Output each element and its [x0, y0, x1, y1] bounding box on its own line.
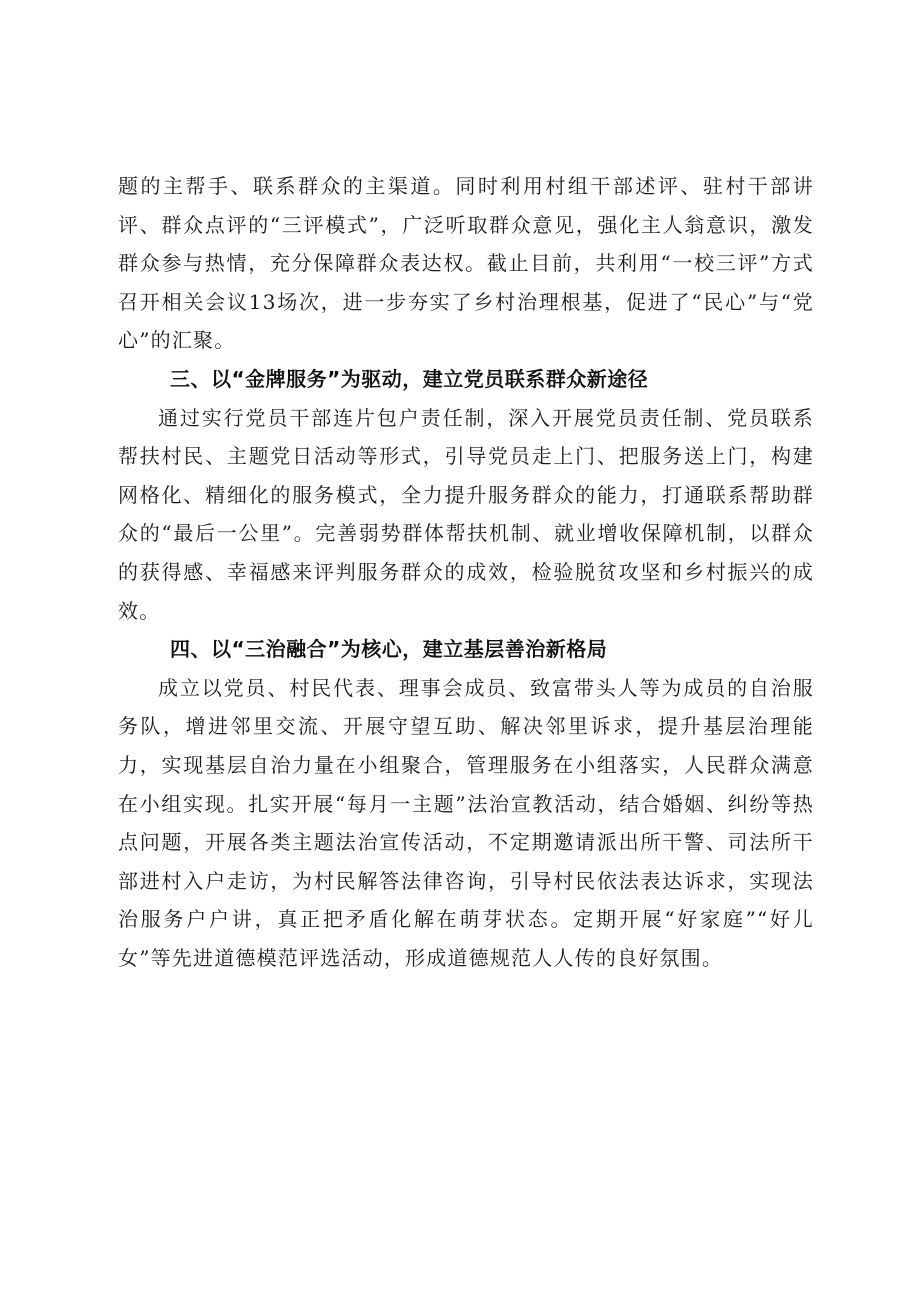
section-heading-3: 三、以“金牌服务”为驱动，建立党员联系群众新途径: [170, 366, 649, 391]
document-body: [118, 167, 814, 977]
paragraph-section-4: 成立以党员、村民代表、理事会成员、致富带头人等为成员的自治服务队，增进邻里交流、开展守望互助、解决邻里诉求，提升基层治理能力，实现基层自治力量在小组聚合，管理服务在小组落实，人民群众满意在小组实现。扎实开展“每月一主题”法治宣教活动，结合婚姻、纠纷等热点问题，开展各类主题法治宣传活动，不定期邀请派出所干警、司法所干部进村入户走访，为村民解答法律咨询，引导村民依法表达诉求，实现法治服务户户讲，真正把矛盾化解在萌芽状态。定期开展“好家庭”“好儿女”等先进道德模范评选活动，形成道德规范人人传的良好氛围。: [118, 675, 814, 970]
paragraph-section-3: 通过实行党员干部连片包户责任制，深入开展党员责任制、党员联系帮扶村民、主题党日活动等形式，引导党员走上门、把服务送上门，构建网格化、精细化的服务模式，全力提升服务群众的能力，打通联系帮助群众的“最后一公里”。完善弱势群体帮扶机制、就业增收保障机制，以群众的获得感、幸福感来评判服务群众的成效，检验脱贫攻坚和乡村振兴的成效。: [118, 405, 814, 623]
section-heading-4: 四、以“三治融合”为核心，建立基层善治新格局: [170, 637, 608, 662]
paragraph-continued: 题的主帮手、联系群众的主渠道。同时利用村组干部述评、驻村干部讲评、群众点评的“三评模式”，广泛听取群众意见，强化主人翁意识，激发群众参与热情，充分保障群众表达权。截止目前，共利用“一校三评”方式召开相关会议13场次，进一步夯实了乡村治理根基，促进了“民心”与“党心”的汇聚。: [118, 174, 814, 353]
